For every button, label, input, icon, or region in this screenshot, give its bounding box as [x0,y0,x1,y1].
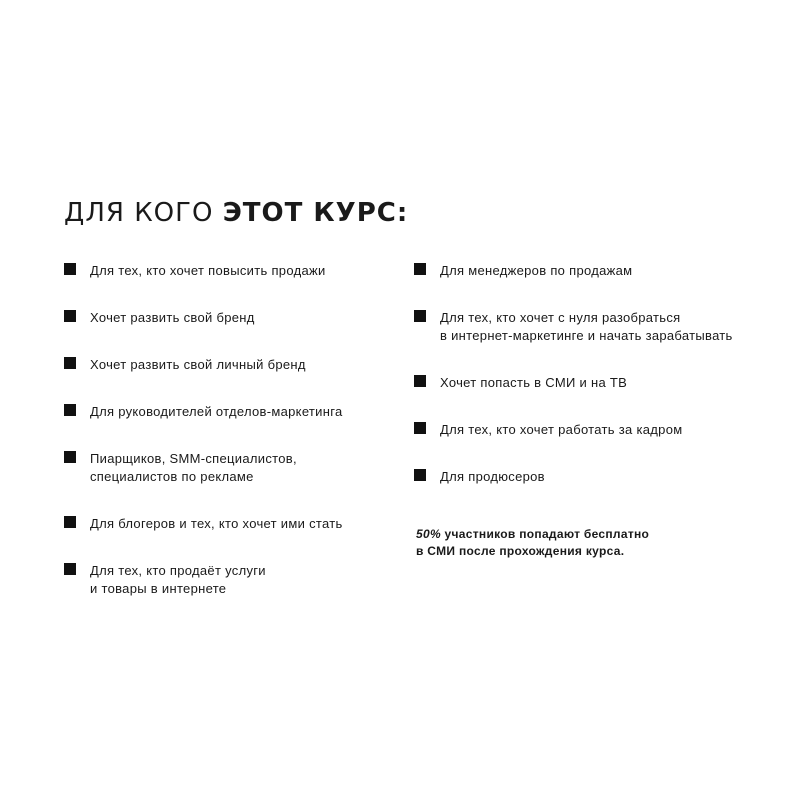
list-item [414,374,754,392]
list-item [64,450,384,486]
list-item-text: Для продюсеров [440,469,545,484]
square-bullet-icon [64,263,76,275]
list-item-text: Хочет развить свой бренд [90,310,255,325]
list-item-text: Для тех, кто хочет с нуля разобраться в интернет-маркетинге и начать зарабатывать [440,310,733,343]
square-bullet-icon [414,310,426,322]
list-item [64,262,384,280]
list-item-text: Хочет попасть в СМИ и на ТВ [440,375,628,390]
list-item-text: Для менеджеров по продажам [440,263,633,278]
audience-list-right [414,262,754,515]
square-bullet-icon [414,263,426,275]
course-result-note [416,526,736,560]
list-item-text: Хочет развить свой личный бренд [90,357,306,372]
square-bullet-icon [414,422,426,434]
note-text: участников попадают бесплатно в СМИ после прохождения курса. [416,527,650,558]
list-item [64,309,384,327]
square-bullet-icon [64,404,76,416]
square-bullet-icon [64,310,76,322]
square-bullet-icon [64,357,76,369]
list-item [414,262,754,280]
list-item-text: Для тех, кто продаёт услуги и товары в интернете [90,563,266,596]
list-item [414,421,754,439]
title-light-part: ДЛЯ КОГО [64,198,223,228]
list-item-text: Для блогеров и тех, кто хочет ими стать [90,516,343,531]
audience-list-left [64,262,384,627]
square-bullet-icon [414,375,426,387]
list-item [64,562,384,598]
page-title [64,196,408,230]
list-item [414,309,754,345]
title-bold-part: ЭТОТ КУРС: [222,198,409,228]
list-item [64,403,384,421]
square-bullet-icon [64,563,76,575]
list-item-text: Для тех, кто хочет работать за кадром [440,422,683,437]
square-bullet-icon [414,469,426,481]
list-item-text: Для тех, кто хочет повысить продажи [90,263,326,278]
list-item [64,356,384,374]
square-bullet-icon [64,451,76,463]
square-bullet-icon [64,516,76,528]
list-item-text: Для руководителей отделов-маркетинга [90,404,343,419]
list-item-text: Пиарщиков, SMM-специалистов, специалистов по рекламе [90,451,297,484]
list-item [414,468,754,486]
note-percent: 50% [416,527,441,541]
list-item [64,515,384,533]
